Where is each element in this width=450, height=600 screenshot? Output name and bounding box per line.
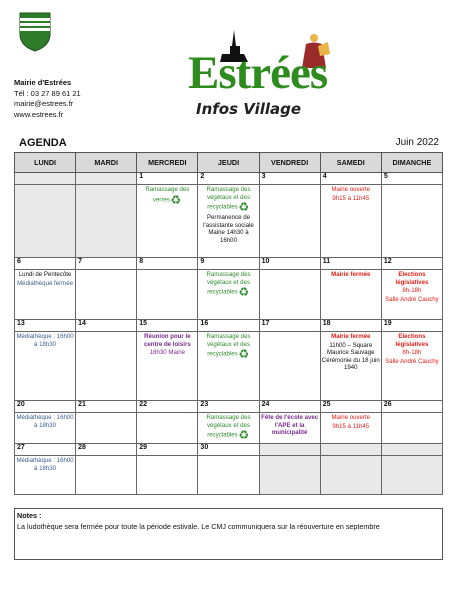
event-text	[198, 185, 258, 213]
day-event-cell	[320, 332, 381, 401]
day-number-cell: 16	[198, 320, 259, 332]
website-address: www.estrees.fr	[14, 109, 64, 119]
day-event-cell	[15, 185, 76, 258]
calendar-table	[14, 152, 443, 495]
day-number-cell: 6	[15, 258, 76, 270]
day-event-cell	[259, 332, 320, 401]
day-event-cell	[381, 185, 442, 258]
day-number-cell	[381, 444, 442, 456]
recycle-icon: ♻	[238, 347, 250, 362]
week-event-row	[15, 413, 443, 444]
day-header-3: JEUDI	[198, 153, 259, 173]
day-event-cell	[198, 332, 259, 401]
event-label: Ramassage des verres	[145, 186, 190, 204]
day-header-5: SAMEDI	[320, 153, 381, 173]
event-text	[382, 332, 442, 348]
day-event-cell	[76, 270, 137, 320]
event-label: Lundi de Pentecôte	[18, 271, 72, 278]
day-number-cell: 9	[198, 258, 259, 270]
day-event-cell	[320, 413, 381, 444]
day-number-cell: 11	[320, 258, 381, 270]
day-event-cell	[381, 413, 442, 444]
day-number-cell: 15	[137, 320, 198, 332]
recycle-icon: ♻	[170, 192, 182, 207]
town-crest-logo	[19, 12, 51, 52]
phone-number: Tél : 03 27 89 61 21	[14, 88, 81, 98]
event-text	[321, 413, 381, 422]
day-event-cell	[137, 185, 198, 258]
day-number-cell: 12	[381, 258, 442, 270]
logo-subtitle: Infos Village	[196, 100, 302, 118]
day-number-cell: 3	[259, 173, 320, 185]
event-text	[15, 456, 75, 472]
event-text	[382, 357, 442, 366]
town-hall-name: Mairie d'Estrées	[14, 78, 72, 87]
event-label: Médiathèque : 16h00 à 18h30	[16, 333, 74, 348]
event-label: Salle André Cauchy	[385, 357, 439, 365]
notes-text: La ludothèque sera fermée pour toute la période estivale. Le CMJ communiquera sur la réouverture en septembre	[17, 522, 380, 531]
event-text	[382, 270, 442, 286]
day-number-cell: 13	[15, 320, 76, 332]
event-label: 9h15 à 11h45	[332, 194, 370, 202]
day-number-cell: 5	[381, 173, 442, 185]
event-label: Ramassage des végétaux et des recyclables	[206, 333, 251, 358]
day-number-cell: 19	[381, 320, 442, 332]
event-label: Réunion pour le centre de loisirs	[143, 333, 191, 348]
week-date-row	[15, 320, 443, 332]
event-text	[382, 295, 442, 304]
day-event-cell	[15, 332, 76, 401]
day-event-cell	[198, 185, 259, 258]
event-text	[15, 279, 75, 288]
event-text	[15, 413, 75, 429]
event-label: Elections législatives	[395, 333, 429, 348]
week-event-row	[15, 456, 443, 495]
day-number-cell: 27	[15, 444, 76, 456]
event-label: Ramassage des végétaux et des recyclables	[206, 186, 251, 211]
day-number-cell: 22	[137, 401, 198, 413]
day-number-cell: 28	[76, 444, 137, 456]
week-event-row	[15, 270, 443, 320]
recycle-icon: ♻	[238, 285, 250, 300]
day-event-cell	[320, 270, 381, 320]
day-number-cell: 23	[198, 401, 259, 413]
email-address: mairie@estrees.fr	[14, 99, 74, 108]
event-label: Médiathèque : 16h00 à 18h30	[16, 457, 74, 472]
week-event-row	[15, 332, 443, 401]
event-label: Fête de l'école avec l'APE et la municipalité	[261, 414, 319, 437]
day-event-cell	[15, 413, 76, 444]
day-event-cell	[76, 456, 137, 495]
event-text	[137, 348, 197, 357]
day-event-cell	[137, 413, 198, 444]
day-event-cell	[76, 185, 137, 258]
event-text	[321, 185, 381, 194]
day-number-cell: 10	[259, 258, 320, 270]
event-text	[137, 332, 197, 348]
logo-title: Estrées	[188, 47, 328, 99]
day-event-cell	[320, 456, 381, 495]
event-label: Permanence de l'assistante sociale Mairie 14h30 à 16h00	[203, 214, 254, 244]
event-text	[260, 413, 320, 437]
event-label: Ramassage des végétaux et des recyclables	[206, 271, 251, 296]
event-text	[321, 194, 381, 203]
event-label: Mairie fermée	[331, 333, 371, 340]
day-event-cell	[259, 270, 320, 320]
week-date-row	[15, 401, 443, 413]
event-text	[198, 332, 258, 360]
event-text	[198, 413, 258, 441]
day-event-cell	[381, 270, 442, 320]
notes-box	[14, 508, 443, 560]
day-event-cell	[137, 332, 198, 401]
notes-label: Notes :	[17, 511, 42, 520]
day-header-2: MERCREDI	[137, 153, 198, 173]
event-text	[321, 332, 381, 341]
day-event-cell	[259, 456, 320, 495]
event-text	[15, 332, 75, 348]
event-label: Salle André Cauchy	[385, 295, 439, 303]
day-event-cell	[15, 456, 76, 495]
event-text	[382, 348, 442, 357]
day-event-cell	[259, 185, 320, 258]
event-text	[137, 185, 197, 206]
day-event-cell	[137, 456, 198, 495]
week-date-row	[15, 258, 443, 270]
agenda-title: AGENDA	[19, 137, 67, 149]
day-header-6: DIMANCHE	[381, 153, 442, 173]
day-number-cell: 17	[259, 320, 320, 332]
event-text	[321, 422, 381, 431]
event-label: Mairie ouverte	[331, 414, 371, 421]
day-number-cell: 24	[259, 401, 320, 413]
day-number-cell	[259, 444, 320, 456]
day-event-cell	[15, 270, 76, 320]
event-label: 18h30 Mairie	[149, 349, 185, 357]
day-number-cell: 30	[198, 444, 259, 456]
recycle-icon: ♻	[238, 428, 250, 443]
day-event-cell	[320, 185, 381, 258]
day-event-cell	[76, 413, 137, 444]
day-number-cell: 29	[137, 444, 198, 456]
event-label: Médiathèque : 16h00 à 18h30	[16, 414, 74, 429]
day-number-cell: 2	[198, 173, 259, 185]
day-event-cell	[137, 270, 198, 320]
day-event-cell	[198, 270, 259, 320]
town-hall-contact	[14, 78, 81, 120]
calendar-header-row	[15, 153, 443, 173]
newsletter-logo	[186, 28, 356, 124]
day-number-cell: 14	[76, 320, 137, 332]
day-number-cell: 21	[76, 401, 137, 413]
day-number-cell: 25	[320, 401, 381, 413]
event-text	[15, 270, 75, 279]
day-header-0: LUNDI	[15, 153, 76, 173]
week-date-row	[15, 444, 443, 456]
event-text	[321, 270, 381, 279]
event-label: Mairie ouverte	[331, 186, 371, 193]
day-number-cell	[15, 173, 76, 185]
event-label: 8h-18h	[402, 349, 422, 357]
event-label: 8h-18h	[402, 287, 422, 295]
day-number-cell: 26	[381, 401, 442, 413]
day-number-cell: 7	[76, 258, 137, 270]
event-text	[382, 286, 442, 295]
day-header-1: MARDI	[76, 153, 137, 173]
day-event-cell	[381, 456, 442, 495]
day-event-cell	[259, 413, 320, 444]
recycle-icon: ♻	[238, 200, 250, 215]
week-event-row	[15, 185, 443, 258]
day-event-cell	[381, 332, 442, 401]
agenda-month: Juin 2022	[395, 137, 439, 148]
event-label: Ramassage des végétaux et des recyclables	[206, 414, 251, 439]
event-label: Elections législatives	[395, 271, 429, 286]
event-text	[198, 213, 258, 244]
day-header-4: VENDREDI	[259, 153, 320, 173]
event-text	[198, 270, 258, 298]
event-label: Médiathèque fermée	[17, 279, 74, 287]
day-number-cell: 1	[137, 173, 198, 185]
event-label: Mairie fermée	[331, 271, 371, 278]
day-event-cell	[198, 413, 259, 444]
day-number-cell: 8	[137, 258, 198, 270]
day-event-cell	[76, 332, 137, 401]
day-number-cell	[320, 444, 381, 456]
day-number-cell: 4	[320, 173, 381, 185]
day-number-cell	[76, 173, 137, 185]
event-label: 9h15 à 11h45	[332, 422, 370, 430]
day-event-cell	[198, 456, 259, 495]
day-number-cell: 20	[15, 401, 76, 413]
event-label: 11h00 – Square Maurice Sauvage Cérémonie du 18 juin 1940	[321, 341, 380, 372]
day-number-cell: 18	[320, 320, 381, 332]
event-text	[321, 341, 381, 372]
week-date-row	[15, 173, 443, 185]
